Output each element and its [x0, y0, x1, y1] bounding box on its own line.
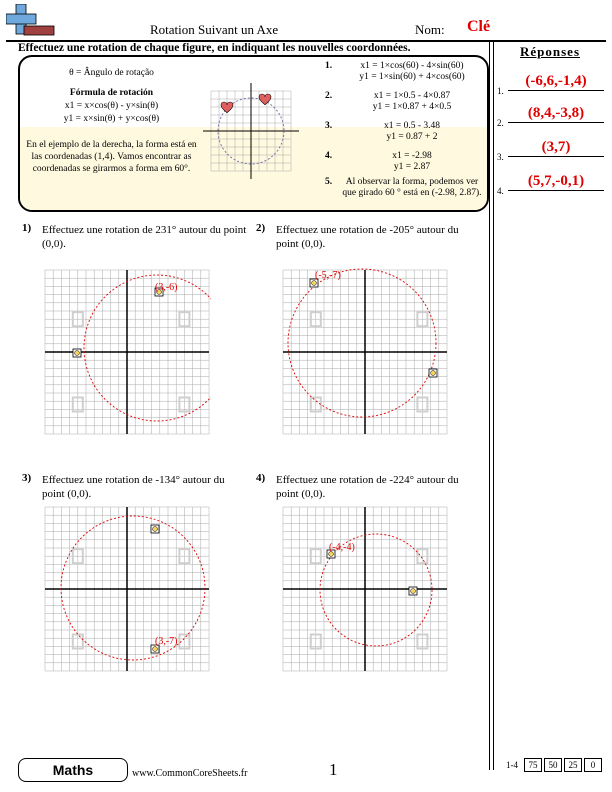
- step-number: 5.: [325, 177, 333, 187]
- answer-row: [497, 139, 571, 162]
- step-line: y1 = 0.87 + 2: [386, 132, 438, 142]
- step-line: x1 = 1×0.5 - 4×0.87: [373, 91, 451, 101]
- problem-text: Effectuez une rotation de -224° autour du point (0,0).: [276, 474, 459, 500]
- coordinate-grid: [281, 505, 449, 673]
- answer-value: (5,7,-0,1): [508, 172, 604, 191]
- step-line: y1 = 2.87: [393, 162, 431, 172]
- step-line: x1 = -2.98: [392, 151, 432, 161]
- step-number: 4.: [325, 151, 333, 161]
- problem-text: Effectuez une rotation de 231° autour du point (0,0).: [42, 224, 247, 250]
- name-label: Nom:: [415, 22, 445, 37]
- subject-badge: Maths: [18, 758, 128, 782]
- coordinate-grid: [281, 268, 449, 436]
- heart-icon: [221, 102, 233, 113]
- shape-icon: [409, 587, 417, 595]
- example-description: En el ejemplo de la derecha, la forma está en las coordenadas (1,4). Vamos encontrar as coordenadas se girarmos a forma em 60°.: [26, 140, 197, 174]
- answer-column-divider: [489, 40, 490, 770]
- instructions: Effectuez une rotation de chaque figure, en indiquant les nouvelles coordonnées.: [18, 42, 411, 54]
- answer-number: 3.: [497, 152, 504, 162]
- answer-row: [497, 105, 585, 128]
- coordinate-grid: [43, 268, 211, 436]
- problem-text: Effectuez une rotation de -205° autour du point (0,0).: [276, 224, 459, 250]
- example-grid: [203, 83, 299, 179]
- step-line: y1 = 1×sin(60) + 4×cos(60): [359, 72, 465, 82]
- step-text: [339, 91, 485, 113]
- problem-number: 1): [22, 222, 32, 234]
- step-text: [339, 121, 485, 143]
- coordinate-grid: [43, 505, 211, 673]
- formula-y: y1 = x×sin(θ) + y×cos(θ): [63, 114, 160, 124]
- answer-number: 2.: [497, 118, 504, 128]
- coordinate-label: (3,-7): [155, 636, 178, 647]
- problem-number: 3): [22, 472, 32, 484]
- step-text: [339, 151, 485, 173]
- page-title: Rotation Suivant un Axe: [150, 22, 279, 37]
- problem-number: 4): [256, 472, 266, 484]
- logo-icon: [6, 4, 56, 38]
- coordinate-label: (-4,-4): [329, 542, 355, 553]
- score-range: 1-4: [506, 760, 518, 770]
- score-table: [506, 758, 602, 772]
- theta-definition: θ = Ângulo de rotação: [69, 68, 154, 78]
- formula-x: x1 = x×cos(θ) - y×sin(θ): [64, 101, 159, 111]
- answer-row: [497, 73, 587, 96]
- site-url: www.CommonCoreSheets.fr: [132, 768, 248, 779]
- problem-text: Effectuez une rotation de -134° autour du point (0,0).: [42, 474, 225, 500]
- rotation-circle: [84, 275, 211, 421]
- answer-column-divider-inner: [493, 40, 494, 770]
- step-number: 1.: [325, 61, 333, 71]
- answer-value: (8,4,-3,8): [508, 104, 604, 123]
- score-cell: 75: [524, 758, 542, 772]
- answer-value: (-6,6,-1,4): [508, 72, 604, 91]
- shape-icon: [429, 369, 437, 377]
- step-number: 3.: [325, 121, 333, 131]
- shape-icon: [73, 349, 81, 357]
- coordinate-label: (-5,-7): [315, 270, 341, 281]
- problem-number: 2): [256, 222, 266, 234]
- score-cell: 50: [544, 758, 562, 772]
- score-cell: 25: [564, 758, 582, 772]
- step-text: [339, 177, 485, 199]
- formula-title: Fórmula de rotación: [69, 88, 154, 98]
- score-cell: 0: [584, 758, 602, 772]
- rotation-circle: [288, 269, 436, 417]
- page-number: 1: [329, 760, 338, 779]
- shape-icon: [151, 525, 159, 533]
- answer-value: (3,7): [508, 138, 604, 157]
- coordinate-label: (3,-6): [155, 282, 178, 293]
- answers-heading: Réponses: [520, 44, 581, 59]
- answer-number: 4.: [497, 186, 504, 196]
- step-text: [339, 61, 485, 83]
- answer-row: [497, 173, 585, 196]
- step-line: Al observar la forma, podemos ver que girado 60 ° está en (-2.98, 2.87).: [342, 177, 482, 198]
- step-number: 2.: [325, 91, 333, 101]
- step-line: x1 = 1×cos(60) - 4×sin(60): [360, 61, 464, 71]
- example-box: [18, 55, 489, 212]
- answer-key-label: Clé: [467, 18, 491, 35]
- step-line: y1 = 1×0.87 + 4×0.5: [372, 102, 452, 112]
- step-line: x1 = 0.5 - 3.48: [383, 121, 441, 131]
- answer-number: 1.: [497, 86, 504, 96]
- heart-icon: [259, 94, 271, 105]
